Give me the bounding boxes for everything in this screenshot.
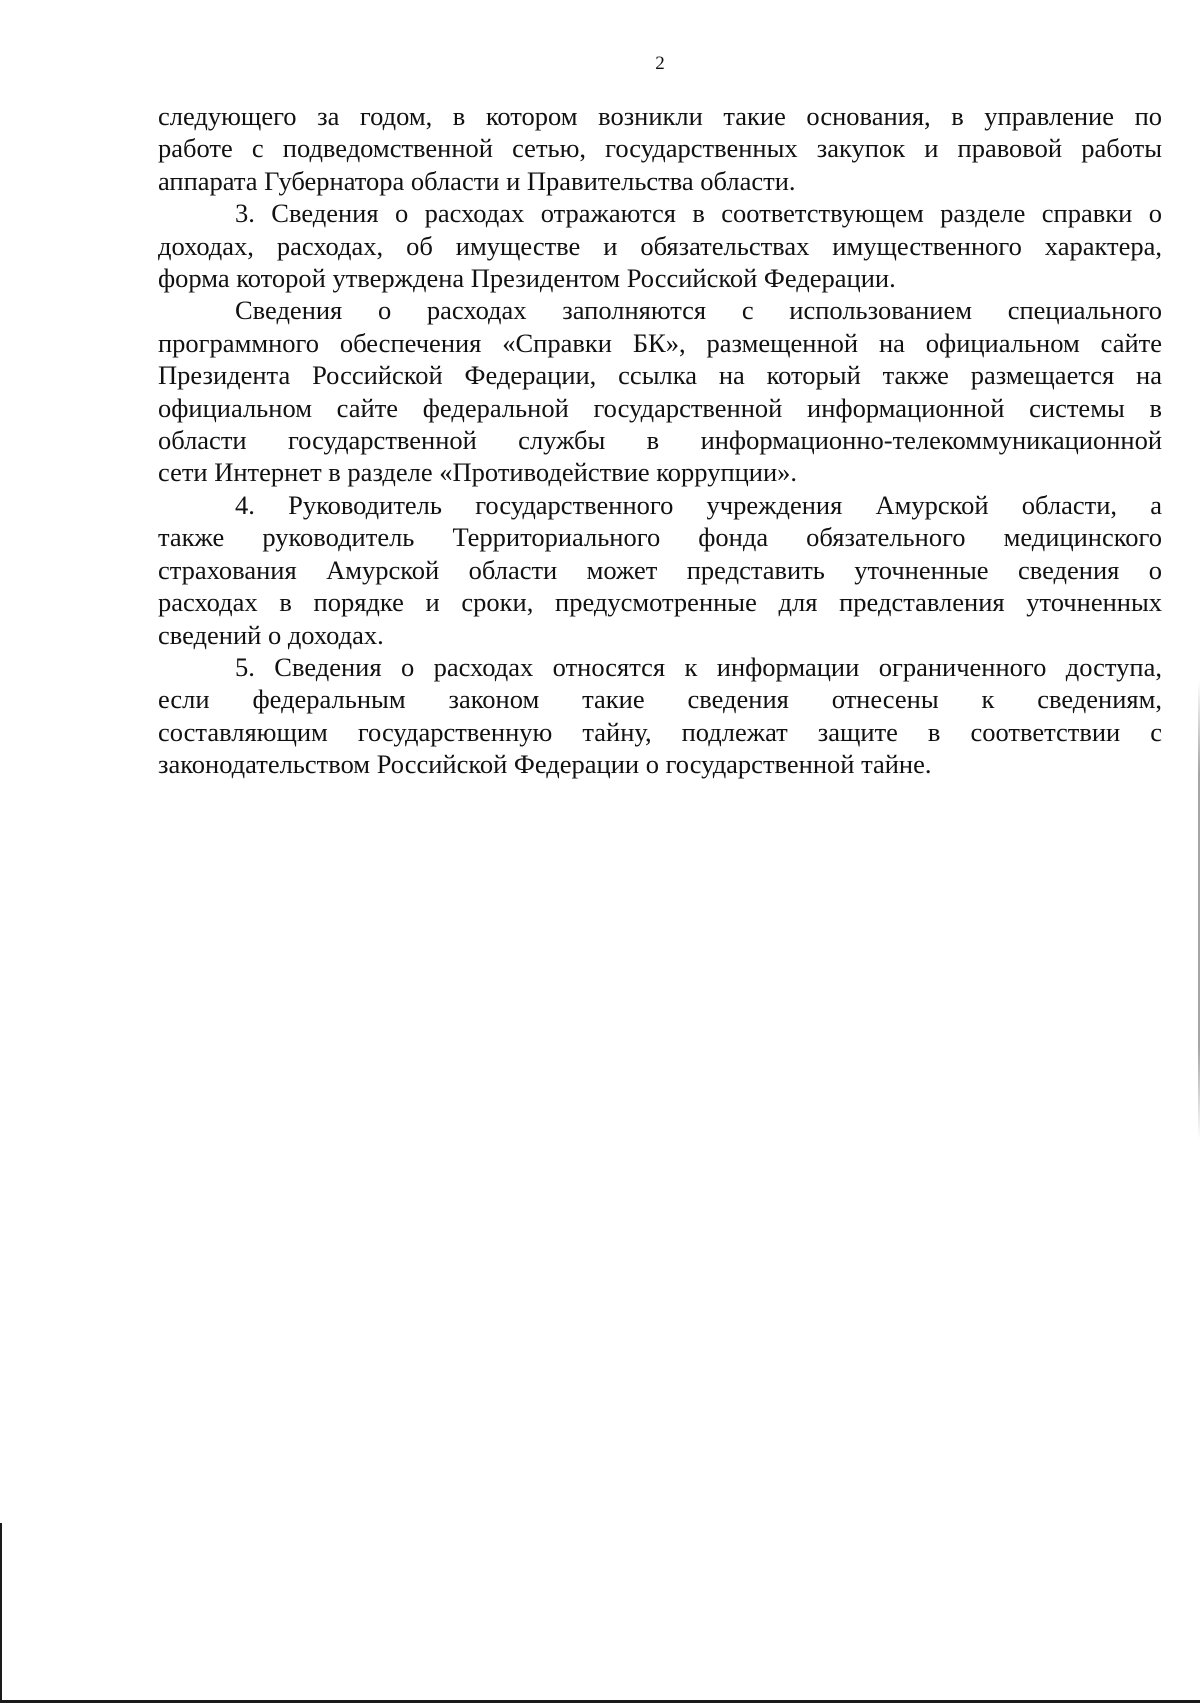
scan-edge-left	[0, 1523, 2, 1703]
text-line: сведений о доходах.	[158, 619, 384, 650]
text-line: 4. Руководитель государственного учреждения Амурской области, а	[235, 489, 1162, 520]
text-line: аппарата Губернатора области и Правительства области.	[158, 165, 796, 196]
text-line: страхования Амурской области может представить уточненные сведения о	[158, 554, 1162, 585]
document-body	[158, 100, 1162, 781]
text-line: 3. Сведения о расходах отражаются в соответствующем разделе справки о	[235, 198, 1162, 229]
text-line: также руководитель Территориального фонда обязательного медицинского	[158, 522, 1162, 553]
text-line: расходах в порядке и сроки, предусмотренные для представления уточненных	[158, 587, 1162, 618]
text-line: составляющим государственную тайну, подлежат защите в соответствии с	[158, 716, 1162, 747]
text-line: доходах, расходах, об имуществе и обязательствах имущественного характера,	[158, 230, 1162, 261]
text-line: сети Интернет в разделе «Противодействие коррупции».	[158, 457, 798, 488]
text-line: следующего за годом, в котором возникли такие основания, в управление по	[158, 101, 1162, 131]
page-number: 2	[655, 53, 665, 74]
text-line: работе с подведомственной сетью, государственных закупок и правовой работы	[158, 133, 1162, 164]
text-line: области государственной службы в информационно-телекоммуникационной	[158, 425, 1162, 456]
text-line: если федеральным законом такие сведения отнесены к сведениям,	[158, 684, 1162, 715]
paragraph-item-4	[158, 489, 1162, 651]
paragraph-software	[158, 294, 1162, 488]
text-line: Сведения о расходах заполняются с использованием специального	[235, 295, 1162, 326]
text-line: Президента Российской Федерации, ссылка на который также размещается на	[158, 360, 1162, 391]
text-line: законодательством Российской Федерации о государственной тайне.	[158, 749, 932, 780]
text-line: форма которой утверждена Президентом Российской Федерации.	[158, 263, 896, 294]
paragraph-item-5	[158, 651, 1162, 781]
paragraph-item-3	[158, 197, 1162, 294]
paragraph-continuation	[158, 100, 1162, 197]
text-line: 5. Сведения о расходах относятся к информации ограниченного доступа,	[235, 651, 1162, 682]
text-line: официальном сайте федеральной государственной информационной системы в	[158, 392, 1162, 423]
text-line: программного обеспечения «Справки БК», размещенной на официальном сайте	[158, 327, 1162, 358]
